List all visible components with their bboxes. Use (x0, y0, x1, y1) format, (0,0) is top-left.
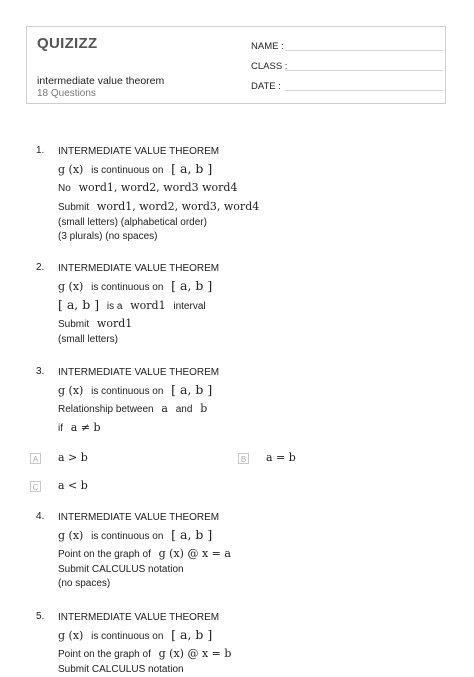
question-heading: INTERMEDIATE VALUE THEOREM (58, 367, 220, 378)
question-text: Submit (58, 202, 90, 213)
question-text: is continuous on (91, 282, 164, 293)
question-line (58, 625, 454, 644)
question-number: 2. (36, 262, 45, 273)
date-line (285, 90, 443, 91)
question-note: Submit CALCULUS notation (58, 664, 184, 675)
math-function: g (x) (58, 384, 84, 397)
question-number: 5. (36, 611, 45, 622)
question-note: (small letters) (alphabetical order) (58, 217, 207, 228)
math-interval: [ a, b ] (171, 627, 213, 642)
class-label: CLASS : (251, 61, 288, 72)
math-expression: word1 (96, 317, 133, 330)
question-number: 3. (36, 366, 45, 377)
question-line (58, 314, 454, 333)
question-count: 18 Questions (37, 88, 96, 99)
question-text: is a (106, 301, 123, 312)
question-text: is continuous on (91, 631, 164, 642)
question-heading: INTERMEDIATE VALUE THEOREM (58, 146, 220, 157)
math-variable: b (200, 402, 208, 415)
name-field[interactable] (251, 41, 284, 52)
question-heading: INTERMEDIATE VALUE THEOREM (58, 612, 220, 623)
option-value: a = b (266, 451, 296, 464)
question-line (58, 159, 454, 178)
question-number: 4. (36, 511, 45, 522)
math-expression: word1 (130, 299, 166, 312)
math-expression: word1, word2, word3 word4 (78, 181, 238, 194)
question-text: is continuous on (91, 531, 164, 542)
math-variable: a (161, 402, 168, 415)
question-note: (small letters) (58, 334, 119, 345)
date-field[interactable] (251, 81, 281, 92)
question-number: 1. (36, 145, 45, 156)
question-text: is continuous on (91, 165, 164, 176)
math-expression: g (x) @ x = a (158, 547, 231, 560)
math-expression: word1, word2, word3, word4 (96, 200, 260, 213)
math-interval: [ a, b ] (171, 161, 213, 176)
question-note: (3 plurals) (no spaces) (58, 231, 158, 242)
option-letter: A (30, 453, 41, 464)
question-line (58, 295, 454, 314)
math-interval: [ a, b ] (171, 382, 213, 397)
name-line (285, 50, 443, 51)
option-letter: C (30, 481, 41, 492)
math-function: g (x) (58, 163, 84, 176)
question-text: interval (173, 301, 206, 312)
question-text: is continuous on (91, 386, 164, 397)
question-text: and (175, 404, 193, 415)
question-text: if (58, 423, 63, 434)
question-line (58, 197, 454, 216)
question-heading: INTERMEDIATE VALUE THEOREM (58, 512, 220, 523)
math-function: g (x) (58, 280, 84, 293)
math-interval: [ a, b ] (171, 278, 213, 293)
math-expression: a ≠ b (70, 421, 101, 434)
question-line (58, 644, 454, 663)
question-line (58, 544, 454, 563)
math-interval: [ a, b ] (58, 297, 100, 312)
class-line (285, 70, 443, 71)
quizizz-logo: QUIZIZZ (37, 35, 98, 52)
math-function: g (x) (58, 629, 84, 642)
question-line (58, 418, 454, 437)
name-label: NAME : (251, 41, 284, 52)
question-text: Relationship between (58, 404, 154, 415)
question-line (58, 399, 454, 418)
question-line (58, 276, 454, 295)
math-interval: [ a, b ] (171, 527, 213, 542)
option-letter: B (238, 453, 249, 464)
class-field[interactable] (251, 61, 287, 72)
option-value: a > b (58, 451, 88, 464)
worksheet-header (26, 26, 446, 104)
worksheet-title: intermediate value theorem (37, 75, 165, 87)
question-line (58, 380, 454, 399)
question-line (58, 178, 454, 197)
question-heading: INTERMEDIATE VALUE THEOREM (58, 263, 220, 274)
question-note: Submit CALCULUS notation (58, 564, 184, 575)
date-label: DATE : (251, 81, 281, 92)
question-text: Submit (58, 319, 90, 330)
question-note: (no spaces) (58, 578, 111, 589)
option-value: a < b (58, 479, 88, 492)
question-line (58, 525, 454, 544)
question-text: Point on the graph of (58, 649, 151, 660)
math-function: g (x) (58, 529, 84, 542)
math-expression: g (x) @ x = b (158, 647, 232, 660)
question-text: Point on the graph of (58, 549, 151, 560)
question-text: No (58, 183, 71, 194)
